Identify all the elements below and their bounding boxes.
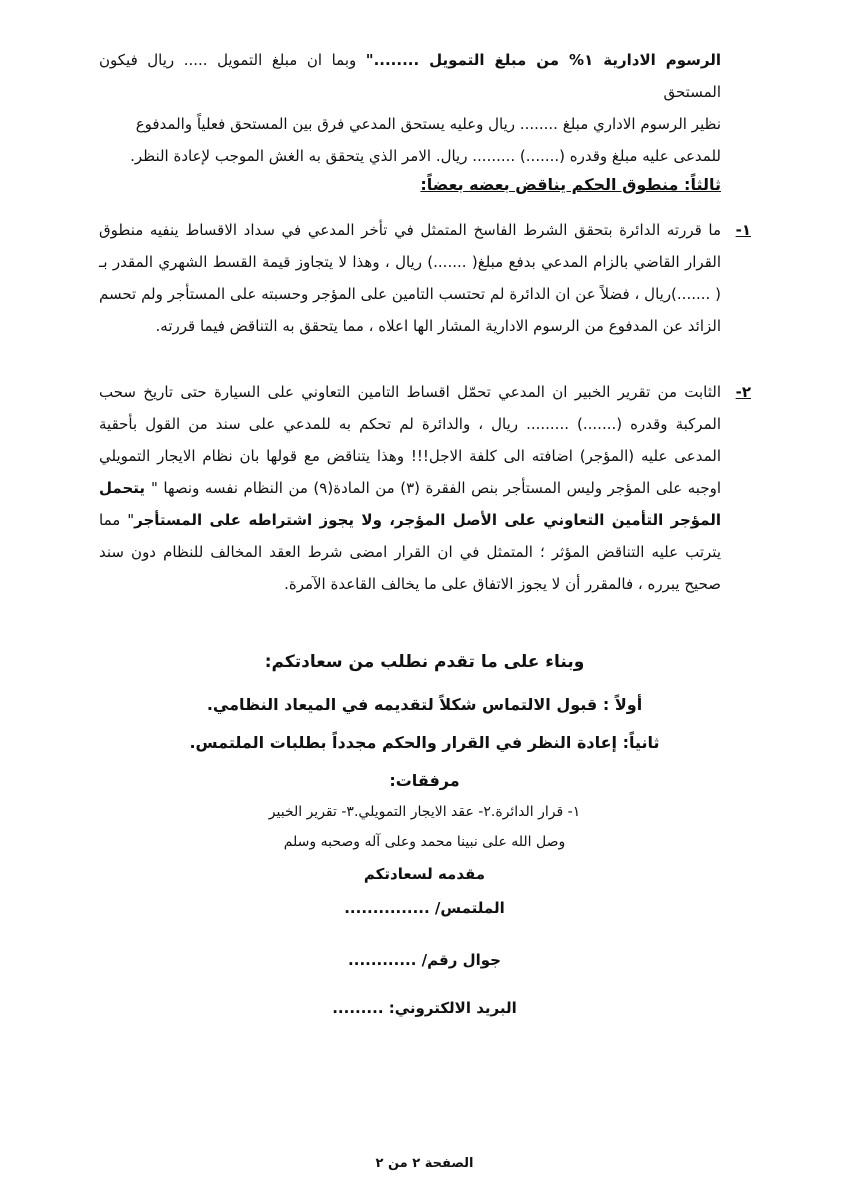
intro-line-1-bold: الرسوم الادارية ١% من مبلغ التمويل ........": [365, 51, 721, 69]
request-first-text: : قبول الالتماس شكلاً لتقديمه في الميعاد النظامي.: [206, 695, 615, 714]
section-third-heading: [99, 170, 721, 200]
attachments-heading: مرفقات:: [389, 771, 460, 790]
item-2-text-part-2: " مما يترتب عليه التناقض المؤثر ؛ المتمثل في ان القرار امضى شرط العقد المخالف للنظام دون سند صحيح يبرره ، فالمقرر أن لا يجوز الاتفاق على ما يخالف القاعدة الآمرة.: [99, 511, 721, 593]
request-second-label: ثانياً: [629, 733, 660, 752]
item-1-number: ١-: [735, 221, 751, 239]
attachments-list: ١- قرار الدائرة.٢- عقد الايجار التمويلي.٣- تقرير الخبير: [268, 804, 581, 820]
mobile-field: جوال رقم/ ............: [348, 951, 501, 969]
email-field: البريد الالكتروني: .........: [332, 999, 517, 1017]
numbered-item-2: [99, 376, 751, 600]
intro-paragraph: [99, 44, 721, 172]
intro-line-1: [99, 44, 721, 108]
section-third-label: ثالثاً: [690, 175, 721, 194]
section-third-text: : منطوق الحكم يناقض بعضه بعضاً:: [420, 175, 691, 194]
request-first-label: أولاً: [614, 695, 643, 714]
intro-line-3: للمدعى عليه مبلغ وقدره (.......) ......... ريال. الامر الذي يتحقق به الغش الموجب لإعادة النظر.: [130, 147, 721, 165]
intro-line-1-rest: وبما ان مبلغ التمويل ..... ريال فيكون المستحق: [99, 51, 721, 101]
page-number: الصفحة ٢ من ٢: [375, 1156, 474, 1171]
item-2-text-part-1: الثابت من تقرير الخبير ان المدعي تحمّل اقساط التامين التعاوني على السيارة حتى تاريخ سحب المركبة وقدره (.......) ......... ريال ، والدائرة لم تحكم به للمدعي على سند من القول بأحقية المدعى عليه (المؤجر) اضافته الى كلفة الاجل!!! وهذا يتناقض مع قولها بان نظام الايجار التمويلي اوجبه على المؤجر وليس المستأجر بنص الفقرة (٣) من المادة(٩) من النظام نفسه ونصها ": [99, 383, 722, 497]
item-2-number: ٢-: [735, 383, 751, 401]
item-1-text: ما قررته الدائرة بتحقق الشرط الفاسخ المتمثل في تأخر المدعي في سداد الاقساط ينفيه منطوق القرار القاضي بالزام المدعي بدفع مبلغ( .......) ريال ، وهذا لا يتجاوز قيمة القسط الشهري المقدر بـ ( .......)ريال ، فضلاً عن ان الدائرة لم تحتسب التامين على المؤجر وحسبته على المستأجر ولم تحسم الزائد عن المدفوع من الرسوم الادارية المشار الها اعلاه ، مما يتحقق به التناقض فيما قررته.: [99, 221, 721, 335]
closing-salutation: وصل الله على نبينا محمد وعلى آله وصحبه وسلم: [283, 834, 566, 850]
request-second-text: : إعادة النظر في القرار والحكم مجدداً بطلبات الملتمس.: [189, 733, 629, 752]
request-second: [0, 728, 849, 758]
item-2-text: [99, 376, 721, 600]
item-2-text-bold: يتحمل المؤجر التأمين التعاوني على الأصل المؤجر، ولا يجوز اشتراطه على المستأجر: [99, 479, 722, 529]
petitioner-field: الملتمس/ ...............: [344, 899, 505, 917]
request-first: [0, 690, 849, 720]
request-heading: وبناء على ما تقدم نطلب من سعادتكم:: [264, 652, 585, 672]
submitted-by: مقدمه لسعادتكم: [363, 865, 486, 883]
numbered-item-1: [99, 214, 751, 342]
intro-line-2: نظير الرسوم الاداري مبلغ ........ ريال وعليه يستحق المدعي فرق بين المستحق فعلياً والمدفوع: [135, 115, 721, 133]
